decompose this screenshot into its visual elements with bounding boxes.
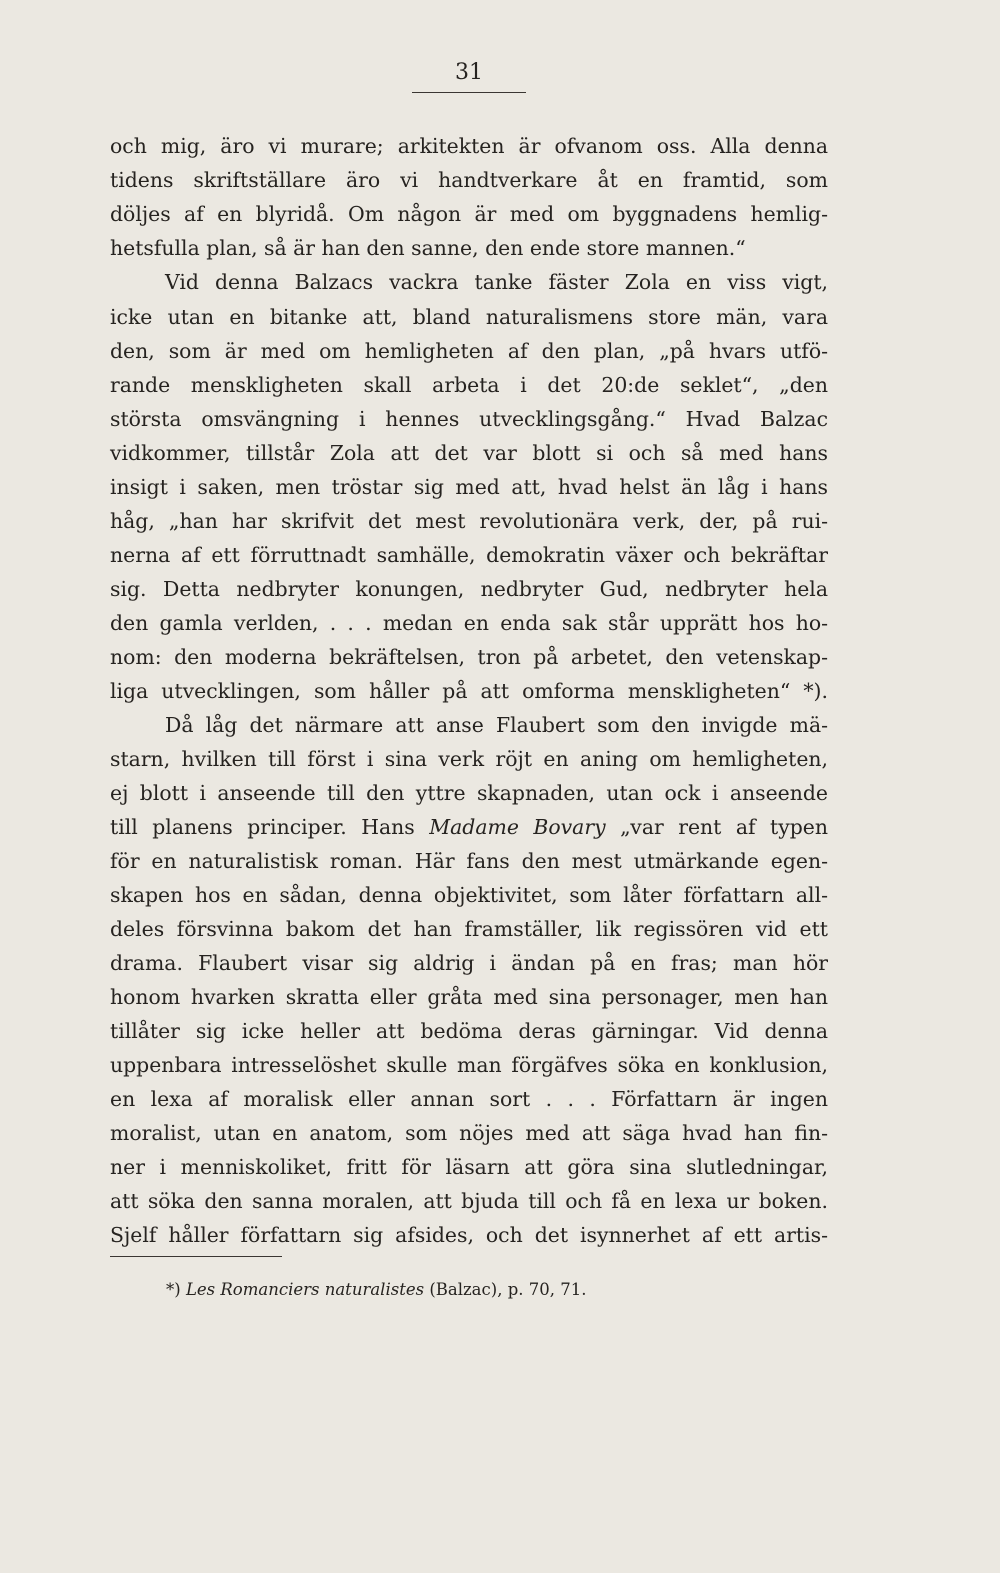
text-line: liga utvecklingen, som håller på att omforma menskligheten“ *). (110, 679, 828, 703)
page-number-rule (412, 92, 526, 93)
text-line: döljes af en blyridå. Om någon är med om byggnadens hemlig- (110, 202, 828, 226)
text-line: ej blott i anseende till den yttre skapnaden, utan ock i anseende (110, 781, 828, 805)
text-line: rande menskligheten skall arbeta i det 20:de seklet“, „den (110, 373, 828, 397)
text-line: den, som är med om hemligheten af den plan, „på hvars utfö- (110, 339, 828, 363)
text-line: deles försvinna bakom det han framställer, lik regissören vid ett (110, 917, 828, 941)
text-line: hetsfulla plan, så är han den sanne, den ende store mannen.“ (110, 236, 746, 260)
text-line: ner i menniskoliket, fritt för läsarn att göra sina slutledningar, (110, 1155, 828, 1179)
text-line: vidkommer, tillstår Zola att det var blott si och så med hans (110, 441, 828, 465)
text-line: att söka den sanna moralen, att bjuda till och få en lexa ur boken. (110, 1189, 828, 1213)
text-line: uppenbara intresselöshet skulle man förgäfves söka en konklusion, (110, 1053, 828, 1077)
text-line: Sjelf håller författarn sig afsides, och det isynnerhet af ett artis- (110, 1223, 828, 1247)
text-line: största omsvängning i hennes utvecklingsgång.“ Hvad Balzac (110, 407, 828, 431)
text-line: tidens skriftställare äro vi handtverkare åt en framtid, som (110, 168, 828, 192)
text-line: nerna af ett förruttnadt samhälle, demokratin växer och bekräftar (110, 543, 828, 567)
footnote-rule (110, 1256, 282, 1257)
text-line: håg, „han har skrifvit det mest revolutionära verk, der, på rui- (110, 509, 828, 533)
paragraph-start-line: Då låg det närmare att anse Flaubert som den invigde mä- (165, 713, 828, 737)
page-number: 31 (455, 60, 483, 85)
text-line: sig. Detta nedbryter konungen, nedbryter Gud, nedbryter hela (110, 577, 828, 601)
text-line: nom: den moderna bekräftelsen, tron på arbetet, den vetenskap- (110, 645, 828, 669)
text-line: den gamla verlden, . . . medan en enda sak står upprätt hos ho- (110, 611, 828, 635)
text-line: moralist, utan en anatom, som nöjes med att säga hvad han fin- (110, 1121, 828, 1145)
text-line: starn, hvilken till först i sina verk röjt en aning om hemligheten, (110, 747, 828, 771)
footnote-text: (Balzac), p. 70, 71. (429, 1280, 587, 1299)
text-line: honom hvarken skratta eller gråta med sina personager, men han (110, 985, 828, 1009)
text-line: en lexa af moralisk eller annan sort . . . Författarn är ingen (110, 1087, 828, 1111)
text-line: för en naturalistisk roman. Här fans den mest utmärkande egen- (110, 849, 828, 873)
text-line-with-title (110, 814, 828, 840)
text-line: skapen hos en sådan, denna objektivitet, som låter författarn all- (110, 883, 828, 907)
paragraph-start-line: Vid denna Balzacs vackra tanke fäster Zola en viss vigt, (165, 270, 828, 294)
text-segment: „var rent af typen (620, 815, 828, 839)
text-line: insigt i saken, men tröstar sig med att, hvad helst än låg i hans (110, 475, 828, 499)
footnote-marker: *) (166, 1280, 181, 1299)
text-line: tillåter sig icke heller att bedöma deras gärningar. Vid denna (110, 1019, 828, 1043)
footnote (166, 1278, 586, 1302)
text-line: och mig, äro vi murare; arkitekten är ofvanom oss. Alla denna (110, 134, 828, 158)
text-line: icke utan en bitanke att, bland naturalismens store män, vara (110, 305, 828, 329)
italic-title: Madame Bovary (429, 815, 606, 839)
footnote-title: Les Romanciers naturalistes (185, 1280, 425, 1299)
text-segment: till planens principer. Hans (110, 815, 415, 839)
text-line: drama. Flaubert visar sig aldrig i ändan på en fras; man hör (110, 951, 828, 975)
